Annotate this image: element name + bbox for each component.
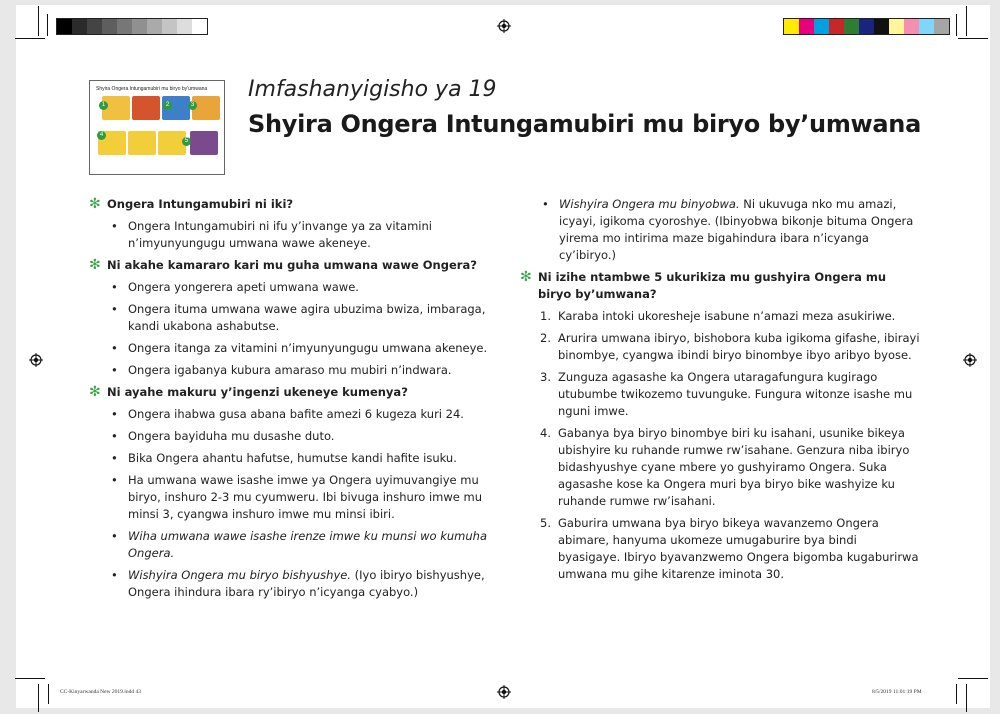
color-swatch	[934, 19, 949, 34]
crop-mark	[48, 684, 49, 704]
step-number-badge: 2	[163, 101, 172, 110]
list-item: • Wiha umwana wawe isashe irenze imwe ku munsi wo kumuha Ongera.	[89, 528, 504, 562]
color-swatch	[177, 19, 192, 34]
crop-mark	[15, 38, 45, 39]
step-number-badge: 3	[188, 101, 197, 110]
color-swatch	[829, 19, 844, 34]
crop-mark	[956, 14, 957, 36]
crop-mark	[15, 678, 45, 679]
grayscale-color-bar	[56, 18, 208, 35]
step-number-badge: 4	[97, 131, 106, 140]
color-swatch	[784, 19, 799, 34]
crop-mark	[966, 6, 967, 36]
color-swatch	[889, 19, 904, 34]
registration-mark-icon	[497, 19, 511, 33]
timestamp-slug: 8/5/2019 11:01:19 PM	[872, 689, 922, 695]
aid-number-heading: Imfashanyigisho ya 19	[248, 77, 497, 102]
list-item: • Ongera itanga za vitamini n’imyunyungugu umwana akeneye.	[89, 340, 504, 357]
color-swatch	[57, 19, 72, 34]
step-item: 3. Zunguza agasashe ka Ongera utaragafungura kugirago utubumbe twikozemo tuvunguke. Fungura witonze isashe mu nguni imwe.	[540, 370, 913, 418]
color-swatch	[844, 19, 859, 34]
color-swatch	[87, 19, 102, 34]
color-swatch	[814, 19, 829, 34]
color-swatch	[192, 19, 207, 34]
question-heading: ✻ Ni akahe kamararo kari mu guha umwana wawe Ongera?	[89, 257, 477, 273]
crop-mark	[958, 38, 988, 39]
step-item: 1. Karaba intoki ukoresheje isabune n’amazi meza asukiriwe.	[540, 309, 896, 323]
registration-mark-icon	[497, 685, 511, 699]
steps-list	[520, 308, 922, 583]
question-heading: ✻ Ni ayahe makuru y’ingenzi ukeneye kumenya?	[89, 384, 408, 400]
crop-mark	[47, 14, 48, 36]
food-image	[132, 96, 160, 120]
list-item: • Wishyira Ongera mu binyobwa. Ni ukuvuga nko mu amazi, icyayi, igikoma cyoroshye. (Ibinyobwa bikonje bituma Ongera yirema mo intirima maze bigahindura ibara n’icyanga cy’ibiryo.)	[520, 196, 922, 264]
file-slug: CC-Kinyarwanda New 2019.indd 43	[60, 689, 141, 695]
page-title: Shyira Ongera Intungamubiri mu biryo by’umwana	[248, 110, 921, 138]
step-item: 4. Gabanya bya biryo binombye biri ku isahani, usunike bikeya ubishyire ku ruhande rumwe rw’isahane. Genzura niba ibiryo bidashyushye cyane mbere yo gushyiramo Ongera. Suka agasashe kose ka Ongera muri bya biryo bike washyize ku ruhande rumwe rw’isahani.	[540, 426, 910, 508]
registration-mark-icon	[29, 353, 43, 367]
list-item: • Ongera Intungamubiri ni ifu y’invange ya za vitamini n’imyunyungugu umwana wawe akeneye.	[89, 218, 504, 252]
teaching-aid-thumbnail	[89, 80, 225, 175]
right-column	[520, 196, 922, 588]
crop-mark	[38, 6, 39, 36]
thumbnail-title: Shyira Ongera Intungamubiri mu biryo by’umwana	[96, 86, 208, 92]
list-item: • Ongera bayiduha mu dusashe duto.	[89, 428, 504, 445]
question-heading: ✻ Ongera Intungamubiri ni iki?	[89, 196, 294, 212]
color-swatch	[72, 19, 87, 34]
step-number-badge: 5	[182, 137, 191, 146]
list-item: • Ongera yongerera apeti umwana wawe.	[89, 279, 504, 296]
answer-list	[520, 196, 922, 264]
list-item: • Bika Ongera ahantu hafutse, humutse kandi hafite isuku.	[89, 450, 504, 467]
color-swatch	[162, 19, 177, 34]
mother-feeding-image	[190, 131, 218, 155]
color-swatch	[919, 19, 934, 34]
registration-mark-icon	[963, 353, 977, 367]
plate-image	[128, 131, 156, 155]
crop-mark	[966, 684, 967, 712]
list-item: • Ha umwana wawe isashe imwe ya Ongera uyimuvangiye mu biryo, inshuro 2-3 mu cyumweru. Ibi bivuga inshuro imwe mu minsi 3, cyangwa inshuro imwe mu minsi ibiri.	[89, 472, 504, 523]
answer-list	[89, 218, 504, 252]
color-swatch	[117, 19, 132, 34]
question-heading: ✻ Ni izihe ntambwe 5 ukurikiza mu gushyira Ongera mu biryo by’umwana?	[520, 269, 887, 301]
list-item: • Ongera ihabwa gusa abana bafite amezi 6 kugeza kuri 24.	[89, 406, 504, 423]
crop-mark	[38, 684, 39, 712]
color-swatch	[874, 19, 889, 34]
list-item: • Ongera ituma umwana wawe agira ubuzima bwiza, imbaraga, kandi ukabona ashabutse.	[89, 301, 504, 335]
answer-list	[89, 406, 504, 601]
crop-mark	[958, 678, 988, 679]
process-color-bar	[783, 18, 950, 35]
color-swatch	[859, 19, 874, 34]
step-number-badge: 1	[99, 101, 108, 110]
list-item: • Wishyira Ongera mu biryo bishyushye. (Iyo ibiryo bishyushye, Ongera ihindura ibara ry’ibiryo n’icyanga cyabyo.)	[89, 567, 504, 601]
color-swatch	[147, 19, 162, 34]
color-swatch	[904, 19, 919, 34]
left-column	[89, 196, 504, 606]
step-item: 2. Arurira umwana ibiryo, bishobora kuba igikoma gifashe, ibirayi binombye, cyangwa ibindi biryo binombye ibyo aribyo byose.	[540, 331, 920, 362]
color-swatch	[102, 19, 117, 34]
crop-mark	[956, 684, 957, 704]
color-swatch	[799, 19, 814, 34]
list-item: • Ongera igabanya kubura amaraso mu mubiri n’indwara.	[89, 362, 504, 379]
color-swatch	[132, 19, 147, 34]
answer-list	[89, 279, 504, 379]
step-item: 5. Gaburira umwana bya biryo bikeya wavanzemo Ongera abimare, hanyuma ukomeze umugaburire bya bindi byasigaye. Ibiryo byavanzwemo Ongera bigomba kugaburirwa umwana mu gihe kitarenze iminota 30.	[540, 516, 919, 581]
